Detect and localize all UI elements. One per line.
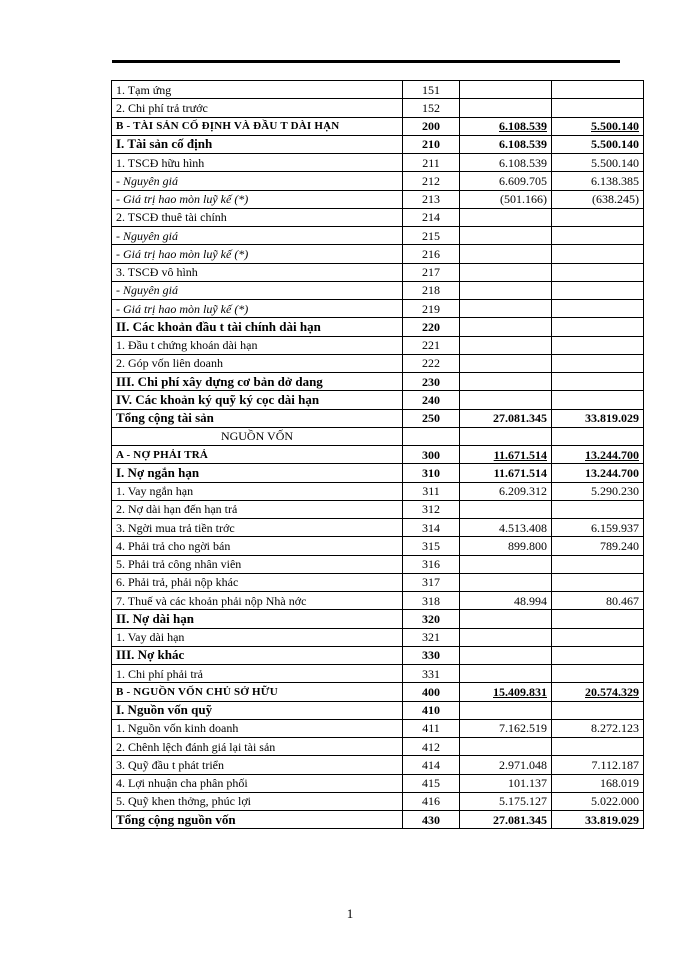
row-value-start: 15.409.831: [460, 683, 552, 701]
row-label: I. Nguồn vốn quỹ: [112, 701, 403, 719]
table-row: [112, 665, 644, 683]
row-code: 317: [403, 573, 460, 591]
row-label: 2. Chi phí trả trước: [112, 99, 403, 117]
row-value-end: [552, 336, 644, 354]
row-value-end: [552, 665, 644, 683]
row-value-end: [552, 701, 644, 719]
row-label: III. Nợ khác: [112, 646, 403, 664]
row-value-end: 13.244.700: [552, 446, 644, 464]
row-value-start: 5.175.127: [460, 792, 552, 810]
row-code: 240: [403, 391, 460, 409]
row-value-end: 5.022.000: [552, 792, 644, 810]
row-label: 3. Ngời mua trả tiền trớc: [112, 519, 403, 537]
row-label: 2. Chênh lệch đánh giá lại tài sản: [112, 738, 403, 756]
row-label: 1. Chi phí phải trả: [112, 665, 403, 683]
table-row: [112, 811, 644, 829]
row-label: 3. TSCĐ vô hình: [112, 263, 403, 281]
row-label: - Giá trị hao mòn luỹ kế (*): [112, 300, 403, 318]
table-row: [112, 409, 644, 427]
row-value-end: [552, 300, 644, 318]
table-row: [112, 792, 644, 810]
table-row: [112, 135, 644, 153]
row-value-end: [552, 281, 644, 299]
row-code: 311: [403, 482, 460, 500]
row-value-start: 101.137: [460, 774, 552, 792]
row-label: - Nguyên giá: [112, 227, 403, 245]
row-value-start: [460, 373, 552, 391]
row-label: A - NỢ PHẢI TRẢ: [112, 446, 403, 464]
table-row: [112, 719, 644, 737]
row-value-start: [460, 318, 552, 336]
table-row: [112, 336, 644, 354]
row-value-end: 13.244.700: [552, 464, 644, 482]
row-value-end: [552, 555, 644, 573]
row-value-end: 80.467: [552, 592, 644, 610]
table-row: [112, 263, 644, 281]
row-value-start: 11.671.514: [460, 464, 552, 482]
table-row: [112, 318, 644, 336]
row-value-end: [552, 573, 644, 591]
table-row: [112, 519, 644, 537]
table-row: [112, 208, 644, 226]
row-value-end: [552, 738, 644, 756]
row-value-start: [460, 701, 552, 719]
row-value-end: 168.019: [552, 774, 644, 792]
table-row: [112, 683, 644, 701]
table-row: [112, 300, 644, 318]
row-label: Tổng cộng tài sản: [112, 409, 403, 427]
row-code: 214: [403, 208, 460, 226]
row-value-end: 20.574.329: [552, 683, 644, 701]
row-value-start: [460, 391, 552, 409]
row-code: 415: [403, 774, 460, 792]
row-value-start: [460, 665, 552, 683]
row-code: 215: [403, 227, 460, 245]
row-label: 2. Góp vốn liên doanh: [112, 354, 403, 372]
row-value-start: 6.209.312: [460, 482, 552, 500]
row-label: 1. Nguồn vốn kinh doanh: [112, 719, 403, 737]
row-label: III. Chi phí xây dựng cơ bản dở dang: [112, 373, 403, 391]
row-value-start: [460, 354, 552, 372]
row-value-start: 6.108.539: [460, 135, 552, 153]
row-code: 222: [403, 354, 460, 372]
row-label: 4. Phải trả cho ngời bán: [112, 537, 403, 555]
row-value-start: [460, 500, 552, 518]
table-row: [112, 628, 644, 646]
row-code: 200: [403, 117, 460, 135]
table-row: [112, 190, 644, 208]
header-rule: [112, 60, 620, 63]
row-value-end: [552, 610, 644, 628]
table-row: [112, 756, 644, 774]
row-code: 212: [403, 172, 460, 190]
row-value-start: [460, 263, 552, 281]
row-label: Tổng cộng nguồn vốn: [112, 811, 403, 829]
row-code: 218: [403, 281, 460, 299]
table-row: [112, 701, 644, 719]
row-value-end: [552, 245, 644, 263]
table-row: [112, 172, 644, 190]
table-row: [112, 227, 644, 245]
table-row: [112, 482, 644, 500]
row-code: 330: [403, 646, 460, 664]
row-value-start: [460, 281, 552, 299]
row-value-start: [460, 99, 552, 117]
row-code: 221: [403, 336, 460, 354]
row-value-start: [460, 738, 552, 756]
table-row: [112, 117, 644, 135]
row-value-start: [460, 610, 552, 628]
row-value-start: 48.994: [460, 592, 552, 610]
table-row: [112, 464, 644, 482]
row-label: IV. Các khoản ký quỹ ký cọc dài hạn: [112, 391, 403, 409]
row-value-end: [552, 628, 644, 646]
table-row: [112, 537, 644, 555]
row-value-start: [460, 628, 552, 646]
row-label: I. Tài sản cố định: [112, 135, 403, 153]
row-code: 211: [403, 154, 460, 172]
table-row: [112, 573, 644, 591]
row-value-end: [552, 391, 644, 409]
row-value-end: 33.819.029: [552, 811, 644, 829]
row-code: 320: [403, 610, 460, 628]
balance-sheet-table: [111, 80, 644, 829]
row-value-end: 6.159.937: [552, 519, 644, 537]
row-label: 1. Vay ngắn hạn: [112, 482, 403, 500]
row-label: - Giá trị hao mòn luỹ kế (*): [112, 190, 403, 208]
row-label: - Nguyên giá: [112, 172, 403, 190]
row-value-end: [552, 354, 644, 372]
table-row: [112, 391, 644, 409]
table-row: [112, 427, 644, 445]
row-label: 5. Phải trả công nhân viên: [112, 555, 403, 573]
row-code: 314: [403, 519, 460, 537]
row-value-start: 11.671.514: [460, 446, 552, 464]
row-value-start: [460, 208, 552, 226]
row-value-start: 27.081.345: [460, 409, 552, 427]
row-code: 220: [403, 318, 460, 336]
row-value-start: 6.108.539: [460, 154, 552, 172]
row-label: I. Nợ ngắn hạn: [112, 464, 403, 482]
table-row: [112, 245, 644, 263]
row-value-start: 27.081.345: [460, 811, 552, 829]
table-row: [112, 354, 644, 372]
row-label: - Nguyên giá: [112, 281, 403, 299]
table-row: [112, 592, 644, 610]
table-row: [112, 81, 644, 99]
row-value-end: 5.500.140: [552, 154, 644, 172]
row-code: 152: [403, 99, 460, 117]
row-value-end: [552, 373, 644, 391]
row-value-end: 7.112.187: [552, 756, 644, 774]
row-code: 411: [403, 719, 460, 737]
row-code: 213: [403, 190, 460, 208]
table-row: [112, 99, 644, 117]
row-value-start: [460, 81, 552, 99]
row-label: NGUỒN VỐN: [112, 427, 403, 445]
row-code: 412: [403, 738, 460, 756]
row-code: 310: [403, 464, 460, 482]
row-code: 151: [403, 81, 460, 99]
row-value-start: (501.166): [460, 190, 552, 208]
row-value-start: 899.800: [460, 537, 552, 555]
row-code: 312: [403, 500, 460, 518]
row-value-end: 8.272.123: [552, 719, 644, 737]
row-code: 315: [403, 537, 460, 555]
row-value-end: [552, 81, 644, 99]
row-label: 1. Tạm ứng: [112, 81, 403, 99]
row-value-end: 5.500.140: [552, 117, 644, 135]
row-value-end: [552, 646, 644, 664]
row-code: 414: [403, 756, 460, 774]
row-value-end: 6.138.385: [552, 172, 644, 190]
table-row: [112, 610, 644, 628]
table-row: [112, 555, 644, 573]
row-label: 2. Nợ dài hạn đến hạn trả: [112, 500, 403, 518]
table-row: [112, 646, 644, 664]
row-code: 217: [403, 263, 460, 281]
page-number: 1: [346, 906, 354, 921]
row-value-start: [460, 646, 552, 664]
row-label: 2. TSCĐ thuê tài chính: [112, 208, 403, 226]
row-code: 230: [403, 373, 460, 391]
row-value-start: 2.971.048: [460, 756, 552, 774]
row-code: 300: [403, 446, 460, 464]
row-label: 7. Thuế và các khoản phải nộp Nhà nớc: [112, 592, 403, 610]
row-label: II. Các khoản đầu t tài chính dài hạn: [112, 318, 403, 336]
row-code: 210: [403, 135, 460, 153]
row-code: 410: [403, 701, 460, 719]
row-value-start: 6.609.705: [460, 172, 552, 190]
table-row: [112, 500, 644, 518]
row-label: 3. Quỹ đầu t phát triển: [112, 756, 403, 774]
row-value-start: [460, 300, 552, 318]
row-value-end: 33.819.029: [552, 409, 644, 427]
row-value-start: [460, 427, 552, 445]
row-value-end: [552, 263, 644, 281]
row-code: 250: [403, 409, 460, 427]
row-value-end: 5.500.140: [552, 135, 644, 153]
row-code: 219: [403, 300, 460, 318]
row-label: 1. Đầu t chứng khoán dài hạn: [112, 336, 403, 354]
row-value-end: [552, 99, 644, 117]
row-label: 6. Phải trả, phải nộp khác: [112, 573, 403, 591]
row-value-start: 7.162.519: [460, 719, 552, 737]
row-value-end: [552, 427, 644, 445]
row-value-start: [460, 555, 552, 573]
row-code: 216: [403, 245, 460, 263]
row-code: [403, 427, 460, 445]
row-value-start: 4.513.408: [460, 519, 552, 537]
row-value-start: [460, 245, 552, 263]
row-code: 331: [403, 665, 460, 683]
row-label: II. Nợ dài hạn: [112, 610, 403, 628]
table-row: [112, 154, 644, 172]
row-label: - Giá trị hao mòn luỹ kế (*): [112, 245, 403, 263]
row-label: B - NGUỒN VỐN CHỦ SỞ HỮU: [112, 683, 403, 701]
row-label: 5. Quỹ khen thởng, phúc lợi: [112, 792, 403, 810]
row-value-end: (638.245): [552, 190, 644, 208]
row-value-end: [552, 208, 644, 226]
row-value-start: 6.108.539: [460, 117, 552, 135]
table-row: [112, 281, 644, 299]
row-value-start: [460, 336, 552, 354]
row-code: 318: [403, 592, 460, 610]
row-value-start: [460, 227, 552, 245]
row-value-end: 5.290.230: [552, 482, 644, 500]
row-value-end: [552, 318, 644, 336]
row-value-end: 789.240: [552, 537, 644, 555]
row-value-start: [460, 573, 552, 591]
row-label: 1. TSCĐ hữu hình: [112, 154, 403, 172]
row-value-end: [552, 227, 644, 245]
row-code: 416: [403, 792, 460, 810]
row-code: 316: [403, 555, 460, 573]
row-code: 321: [403, 628, 460, 646]
table-row: [112, 738, 644, 756]
table-row: [112, 373, 644, 391]
row-label: 1. Vay dài hạn: [112, 628, 403, 646]
row-code: 430: [403, 811, 460, 829]
table-row: [112, 774, 644, 792]
row-label: 4. Lợi nhuận cha phân phối: [112, 774, 403, 792]
row-code: 400: [403, 683, 460, 701]
row-label: B - TÀI SẢN CỐ ĐỊNH VÀ ĐẦU T DÀI HẠN: [112, 117, 403, 135]
row-value-end: [552, 500, 644, 518]
table-row: [112, 446, 644, 464]
